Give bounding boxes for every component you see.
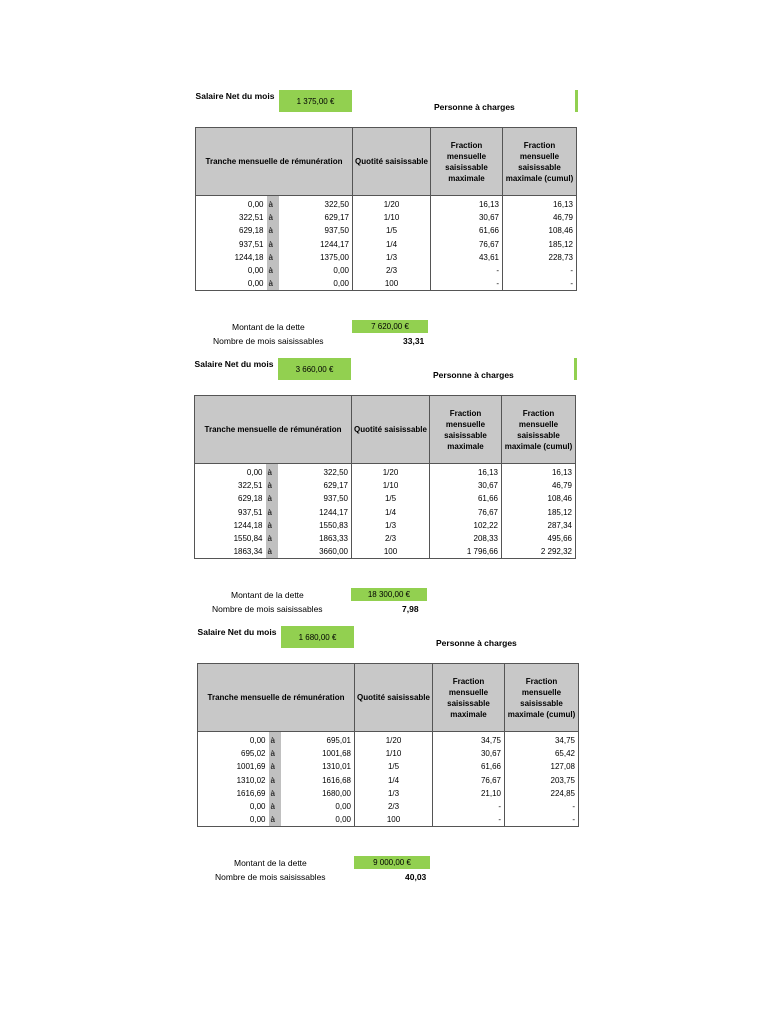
fraction-cell: 21,10 — [433, 787, 505, 800]
range-separator-cell: à — [266, 545, 278, 559]
cumul-cell: 16,13 — [503, 196, 577, 212]
table-row — [196, 251, 577, 264]
cumul-cell: 46,79 — [503, 211, 577, 224]
salaire-value[interactable]: 1 680,00 € — [281, 626, 354, 648]
montant-label: Montant de la dette — [234, 858, 307, 868]
table-row — [195, 532, 576, 545]
cumul-cell: 16,13 — [502, 464, 576, 480]
range-from-cell: 1550,84 — [233, 534, 263, 544]
range-separator-cell: à — [267, 224, 279, 237]
fraction-cell: 76,67 — [433, 774, 505, 787]
nombre-value: 7,98 — [402, 604, 419, 614]
calc-block-2 — [194, 358, 594, 623]
nombre-value: 33,31 — [403, 336, 425, 346]
salaire-value[interactable]: 1 375,00 € — [279, 90, 352, 112]
fraction-cell: - — [433, 813, 505, 827]
salaire-label: Salaire Net du mois — [194, 359, 274, 369]
fraction-cell: 16,13 — [431, 196, 503, 212]
range-from-cell: 0,00 — [246, 468, 263, 478]
range-to-cell: 695,01 — [281, 732, 355, 748]
cumul-cell: 127,08 — [505, 760, 579, 773]
range-from-cell: 0,00 — [247, 279, 264, 289]
cumul-cell: - — [503, 277, 577, 291]
range-from-cell: 937,51 — [238, 507, 263, 517]
green-marker — [575, 90, 578, 112]
cumul-cell: 185,12 — [502, 506, 576, 519]
range-separator-cell: à — [267, 211, 279, 224]
header-fraction: Fraction mensuelle saisissable maximale — [430, 396, 502, 464]
range-to-cell: 322,50 — [278, 464, 352, 480]
fraction-cell: 1 796,66 — [430, 545, 502, 559]
table-row — [196, 211, 577, 224]
fraction-cell: - — [431, 277, 503, 291]
range-separator-cell: à — [267, 238, 279, 251]
salaire-label: Salaire Net du mois — [197, 627, 277, 637]
quotite-cell: 1/10 — [353, 211, 431, 224]
quotite-cell: 1/4 — [352, 506, 430, 519]
range-from-cell: 1310,02 — [236, 775, 266, 785]
range-separator-cell: à — [267, 277, 279, 291]
range-to-cell: 629,17 — [278, 479, 352, 492]
dette-value[interactable]: 18 300,00 € — [351, 588, 427, 601]
fraction-cell: 61,66 — [430, 492, 502, 505]
quotite-cell: 2/3 — [353, 264, 431, 277]
range-to-cell: 1616,68 — [281, 774, 355, 787]
range-separator-cell: à — [266, 532, 278, 545]
quotite-cell: 1/5 — [352, 492, 430, 505]
range-separator-cell: à — [266, 519, 278, 532]
quotite-cell: 2/3 — [355, 800, 433, 813]
range-to-cell: 0,00 — [279, 277, 353, 291]
quotite-cell: 1/20 — [353, 196, 431, 212]
header-quotite: Quotité saisissable — [355, 664, 433, 732]
range-from-cell: 322,51 — [238, 481, 263, 491]
range-to-cell: 1863,33 — [278, 532, 352, 545]
header-cumul: Fraction mensuelle saisissable maximale (cumul) — [505, 664, 579, 732]
cumul-cell: - — [503, 264, 577, 277]
fraction-cell: 76,67 — [430, 506, 502, 519]
quotite-cell: 100 — [352, 545, 430, 559]
quotite-cell: 1/4 — [353, 238, 431, 251]
quotite-cell: 2/3 — [352, 532, 430, 545]
header-quotite: Quotité saisissable — [353, 128, 431, 196]
header-tranche: Tranche mensuelle de rémunération — [195, 396, 352, 464]
quotite-cell: 1/5 — [353, 224, 431, 237]
quotite-cell: 1/20 — [355, 732, 433, 748]
salaire-value[interactable]: 3 660,00 € — [278, 358, 351, 380]
personne-label: Personne à charges — [436, 638, 517, 648]
table-row — [196, 238, 577, 251]
header-cumul: Fraction mensuelle saisissable maximale (cumul) — [502, 396, 576, 464]
cumul-cell: 224,85 — [505, 787, 579, 800]
range-from-cell: 629,18 — [239, 226, 264, 236]
header-tranche: Tranche mensuelle de rémunération — [198, 664, 355, 732]
fraction-cell: 30,67 — [433, 747, 505, 760]
cumul-cell: - — [505, 800, 579, 813]
header-quotite: Quotité saisissable — [352, 396, 430, 464]
range-to-cell: 629,17 — [279, 211, 353, 224]
table-row — [196, 277, 577, 291]
fraction-cell: 61,66 — [433, 760, 505, 773]
fraction-cell: 34,75 — [433, 732, 505, 748]
quotite-cell: 100 — [355, 813, 433, 827]
tranche-table — [194, 395, 576, 559]
range-to-cell: 937,50 — [278, 492, 352, 505]
range-to-cell: 1375,00 — [279, 251, 353, 264]
cumul-cell: 108,46 — [503, 224, 577, 237]
table-row — [198, 747, 579, 760]
quotite-cell: 100 — [353, 277, 431, 291]
quotite-cell: 1/3 — [353, 251, 431, 264]
range-separator-cell: à — [269, 774, 281, 787]
header-cumul: Fraction mensuelle saisissable maximale (cumul) — [503, 128, 577, 196]
table-row — [198, 813, 579, 827]
range-separator-cell: à — [269, 800, 281, 813]
range-separator-cell: à — [266, 506, 278, 519]
cumul-cell: - — [505, 813, 579, 827]
range-separator-cell: à — [269, 760, 281, 773]
range-separator-cell: à — [267, 264, 279, 277]
nombre-value: 40,03 — [405, 872, 427, 882]
range-from-cell: 1001,69 — [236, 762, 266, 772]
quotite-cell: 1/10 — [355, 747, 433, 760]
range-to-cell: 0,00 — [281, 813, 355, 827]
range-to-cell: 1680,00 — [281, 787, 355, 800]
range-to-cell: 1244,17 — [278, 506, 352, 519]
table-row — [195, 545, 576, 559]
range-separator-cell: à — [266, 492, 278, 505]
cumul-cell: 228,73 — [503, 251, 577, 264]
fraction-cell: - — [433, 800, 505, 813]
range-from-cell: 629,18 — [238, 494, 263, 504]
quotite-cell: 1/20 — [352, 464, 430, 480]
cumul-cell: 34,75 — [505, 732, 579, 748]
cumul-cell: 495,66 — [502, 532, 576, 545]
quotite-cell: 1/5 — [355, 760, 433, 773]
range-from-cell: 0,00 — [247, 266, 264, 276]
range-to-cell: 322,50 — [279, 196, 353, 212]
quotite-cell: 1/4 — [355, 774, 433, 787]
tranche-table — [195, 127, 577, 291]
range-separator-cell: à — [266, 464, 278, 480]
fraction-cell: 30,67 — [430, 479, 502, 492]
personne-label: Personne à charges — [434, 102, 515, 112]
range-from-cell: 937,51 — [239, 239, 264, 249]
table-row — [196, 264, 577, 277]
cumul-cell: 46,79 — [502, 479, 576, 492]
calc-block-1 — [195, 90, 595, 355]
table-row — [195, 464, 576, 480]
range-to-cell: 1001,68 — [281, 747, 355, 760]
fraction-cell: 208,33 — [430, 532, 502, 545]
dette-value[interactable]: 7 620,00 € — [352, 320, 428, 333]
range-to-cell: 1550,83 — [278, 519, 352, 532]
fraction-cell: 76,67 — [431, 238, 503, 251]
cumul-cell: 65,42 — [505, 747, 579, 760]
range-from-cell: 1244,18 — [233, 520, 263, 530]
cumul-cell: 287,34 — [502, 519, 576, 532]
quotite-cell: 1/10 — [352, 479, 430, 492]
range-separator-cell: à — [269, 747, 281, 760]
table-row — [195, 506, 576, 519]
nombre-label: Nombre de mois saisissables — [212, 604, 323, 614]
cumul-cell: 2 292,32 — [502, 545, 576, 559]
fraction-cell: 16,13 — [430, 464, 502, 480]
range-from-cell: 1863,34 — [233, 547, 263, 557]
cumul-cell: 108,46 — [502, 492, 576, 505]
range-from-cell: 0,00 — [249, 815, 266, 825]
cumul-cell: 185,12 — [503, 238, 577, 251]
table-row — [198, 800, 579, 813]
table-row — [196, 196, 577, 212]
range-to-cell: 0,00 — [281, 800, 355, 813]
range-to-cell: 937,50 — [279, 224, 353, 237]
range-separator-cell: à — [269, 787, 281, 800]
table-row — [195, 519, 576, 532]
table-row — [198, 732, 579, 748]
range-to-cell: 1310,01 — [281, 760, 355, 773]
tranche-table — [197, 663, 579, 827]
montant-label: Montant de la dette — [231, 590, 304, 600]
range-from-cell: 0,00 — [249, 736, 266, 746]
quotite-cell: 1/3 — [355, 787, 433, 800]
quotite-cell: 1/3 — [352, 519, 430, 532]
table-row — [195, 479, 576, 492]
table-row — [198, 760, 579, 773]
table-row — [196, 224, 577, 237]
range-separator-cell: à — [269, 813, 281, 827]
montant-label: Montant de la dette — [232, 322, 305, 332]
table-row — [198, 774, 579, 787]
range-from-cell: 695,02 — [241, 749, 266, 759]
header-tranche: Tranche mensuelle de rémunération — [196, 128, 353, 196]
range-separator-cell: à — [266, 479, 278, 492]
fraction-cell: 102,22 — [430, 519, 502, 532]
table-row — [195, 492, 576, 505]
range-to-cell: 0,00 — [279, 264, 353, 277]
fraction-cell: 30,67 — [431, 211, 503, 224]
calc-block-3 — [197, 626, 597, 891]
range-from-cell: 1616,69 — [236, 788, 266, 798]
table-row — [198, 787, 579, 800]
green-marker — [574, 358, 577, 380]
header-fraction: Fraction mensuelle saisissable maximale — [433, 664, 505, 732]
personne-label: Personne à charges — [433, 370, 514, 380]
range-separator-cell: à — [267, 251, 279, 264]
range-from-cell: 0,00 — [247, 200, 264, 210]
dette-value[interactable]: 9 000,00 € — [354, 856, 430, 869]
range-separator-cell: à — [267, 196, 279, 212]
nombre-label: Nombre de mois saisissables — [215, 872, 326, 882]
range-to-cell: 1244,17 — [279, 238, 353, 251]
range-from-cell: 0,00 — [249, 802, 266, 812]
range-from-cell: 1244,18 — [234, 252, 264, 262]
range-separator-cell: à — [269, 732, 281, 748]
fraction-cell: 43,61 — [431, 251, 503, 264]
cumul-cell: 203,75 — [505, 774, 579, 787]
range-to-cell: 3660,00 — [278, 545, 352, 559]
fraction-cell: 61,66 — [431, 224, 503, 237]
nombre-label: Nombre de mois saisissables — [213, 336, 324, 346]
header-fraction: Fraction mensuelle saisissable maximale — [431, 128, 503, 196]
range-from-cell: 322,51 — [239, 213, 264, 223]
salaire-label: Salaire Net du mois — [195, 91, 275, 101]
fraction-cell: - — [431, 264, 503, 277]
